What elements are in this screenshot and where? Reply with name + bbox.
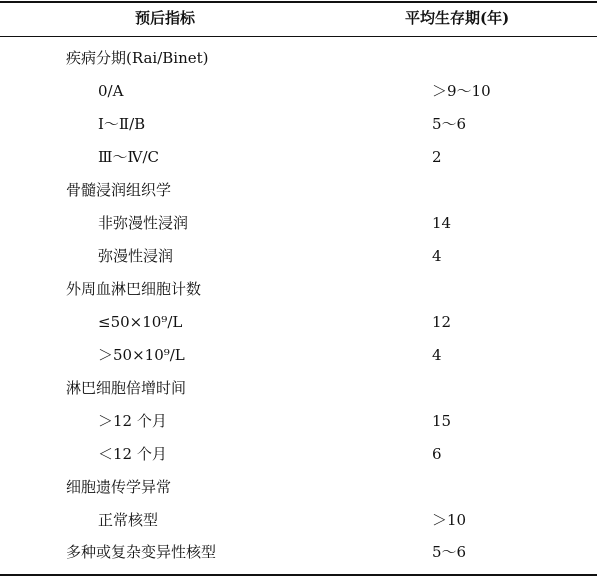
row-sub-label: ≤50×10⁹/L [98,313,183,331]
row-survival-value: 15 [432,412,452,430]
table-row [0,444,597,470]
row-group-label: 外周血淋巴细胞计数 [66,280,202,298]
table-row [0,510,597,536]
row-survival-value: ＞9～10 [432,82,491,100]
table-row [0,542,597,568]
row-sub-label: ＜12 个月 [98,445,167,463]
table-row [0,411,597,437]
table-row [0,180,597,206]
table-row [0,477,597,503]
row-survival-value: 6 [432,445,442,463]
row-group-label: 细胞遗传学异常 [66,478,172,496]
row-sub-label: ＞50×10⁹/L [98,346,185,364]
row-sub-label: Ⅲ～Ⅳ/C [98,148,159,166]
table-row [0,312,597,338]
row-sub-label: Ⅰ～Ⅱ/B [98,115,146,133]
table-row [0,279,597,305]
row-survival-value: 4 [432,346,442,364]
row-sub-label: ＞12 个月 [98,412,167,430]
row-survival-value: 2 [432,148,442,166]
table-row [0,48,597,74]
row-group-label: 淋巴细胞倍增时间 [66,379,187,397]
row-sub-label: 0/A [98,82,124,100]
row-survival-value: ＞10 [432,511,467,529]
column-header-prognostic-indicator: 预后指标 [135,9,196,27]
table-top-rule [0,1,597,3]
row-survival-value: 14 [432,214,452,232]
row-sub-label: 非弥漫性浸润 [98,214,189,232]
table-row [0,81,597,107]
table-row [0,147,597,173]
row-group-label: 骨髓浸润组织学 [66,181,172,199]
row-group-label: 疾病分期(Rai/Binet) [66,49,209,67]
row-survival-value: 12 [432,313,452,331]
row-group-label: 多种或复杂变异性核型 [66,543,217,561]
table-bottom-rule [0,574,597,576]
row-survival-value: 5～6 [432,543,467,561]
row-survival-value: 5～6 [432,115,467,133]
table-row [0,213,597,239]
row-sub-label: 正常核型 [98,511,159,529]
column-header-mean-survival: 平均生存期(年) [405,9,510,27]
table-row [0,345,597,371]
row-sub-label: 弥漫性浸润 [98,247,174,265]
row-survival-value: 4 [432,247,442,265]
table-row [0,114,597,140]
table-row [0,246,597,272]
table-row [0,378,597,404]
header-divider-rule [0,36,597,37]
